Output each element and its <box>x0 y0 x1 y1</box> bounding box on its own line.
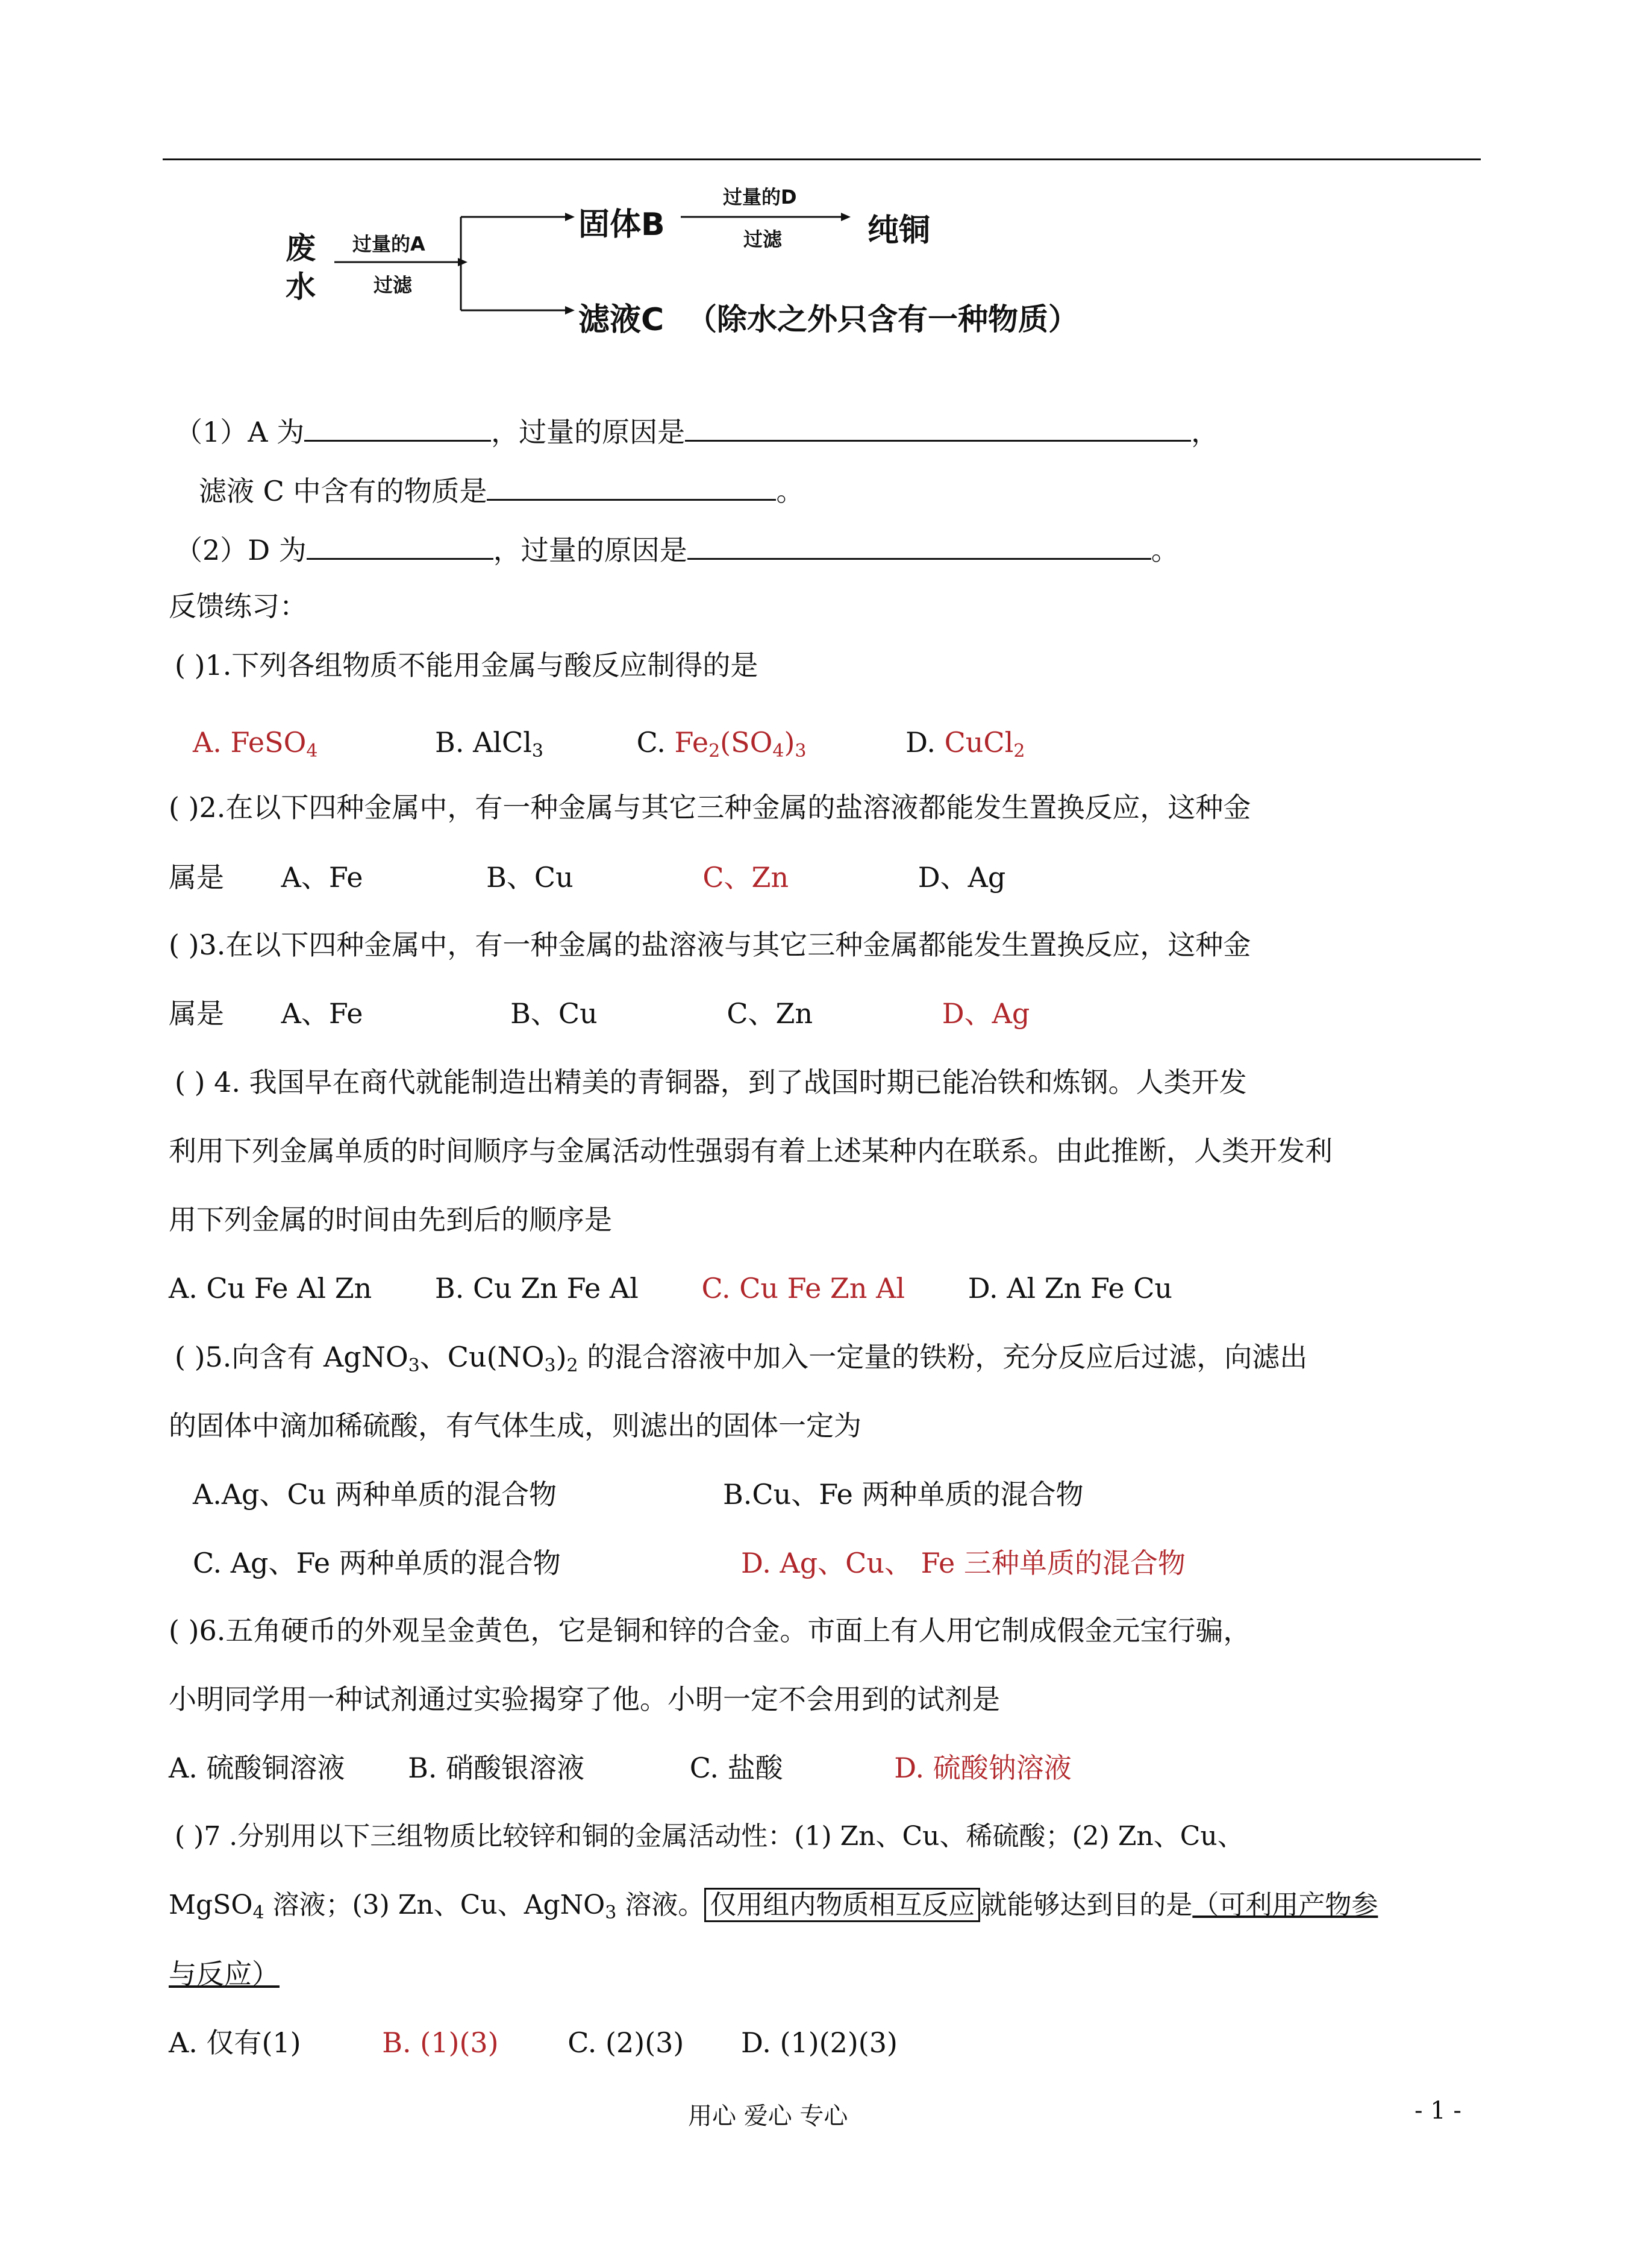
p4-option-b[interactable]: B. Cu Zn Fe Al <box>434 1272 639 1305</box>
p1-option-c-prefix: C. <box>636 726 675 759</box>
p2-option-d[interactable]: D、Ag <box>918 861 1006 894</box>
p1-option-c-sub1: 2 <box>708 741 721 762</box>
header-rule <box>163 158 1481 160</box>
p5-l1-c: ) <box>555 1341 567 1373</box>
question-2-line <box>175 527 1179 568</box>
p7-option-c[interactable]: C. (2)(3) <box>567 2026 684 2059</box>
q1-filtrate-label: 滤液 C 中含有的物质是 <box>199 475 487 507</box>
p3-stem: ( )3.在以下四种金属中，有一种金属的盐溶液与其它三种金属都能发生置换反应，这种金 <box>169 929 1251 961</box>
solid-b-label: 固体B <box>578 207 665 243</box>
p5-option-b[interactable]: B.Cu、Fe 两种单质的混合物 <box>723 1478 1084 1511</box>
p3-option-a[interactable]: A、Fe <box>281 997 363 1030</box>
p4-option-d[interactable]: D. Al Zn Fe Cu <box>968 1272 1173 1305</box>
p5-l1-sub3: 2 <box>566 1355 578 1376</box>
p5-option-d[interactable]: D. Ag、Cu、 Fe 三种单质的混合物 <box>741 1547 1186 1579</box>
q2-period: 。 <box>1151 534 1179 566</box>
q1-reason-label: ，过量的原因是 <box>491 416 686 448</box>
p6-option-d[interactable]: D. 硫酸钠溶液 <box>894 1752 1072 1784</box>
q1-a-label: （1）A 为 <box>175 416 305 448</box>
p7-l2-c: 溶液。 <box>616 1890 705 1920</box>
p1-option-a[interactable] <box>193 726 318 762</box>
q1-period: 。 <box>776 475 804 507</box>
p3-lead: 属是 <box>169 997 224 1030</box>
p5-line-1 <box>175 1339 1307 1384</box>
q2-d-blank[interactable] <box>307 527 493 560</box>
p7-options <box>169 2025 898 2061</box>
p6-option-c[interactable]: C. 盐酸 <box>689 1752 783 1784</box>
p7-l2-d: 就能够达到目的是 <box>980 1890 1193 1920</box>
p3-option-c[interactable]: C、Zn <box>727 997 813 1030</box>
arrow2-bottom-label: 过滤 <box>743 228 783 251</box>
arrow1-top-label: 过量的A <box>352 233 425 255</box>
p2-option-c[interactable]: C、Zn <box>702 861 789 894</box>
q1-a-blank[interactable] <box>304 409 491 442</box>
p6-line-1: ( )6.五角硬币的外观呈金黄色，它是铜和锌的合金。市面上有人用它制成假金元宝行骗， <box>169 1614 1251 1647</box>
q2-d-label: （2）D 为 <box>175 534 307 566</box>
p7-l2-a: MgSO <box>169 1890 253 1920</box>
p5-line-2: 的固体中滴加稀硫酸，有气体生成，则滤出的固体一定为 <box>169 1409 861 1442</box>
page-number: - 1 - <box>1415 2097 1461 2125</box>
p4-option-c[interactable]: C. Cu Fe Zn Al <box>701 1272 905 1305</box>
p1-option-c[interactable] <box>636 726 807 762</box>
p4-line-1: ( ) 4. 我国早在商代就能制造出精美的青铜器，到了战国时期已能冶铁和炼钢。人类开发 <box>175 1066 1247 1098</box>
p1-option-b-text: B. AlCl <box>435 726 532 759</box>
p7-option-b[interactable]: B. (1)(3) <box>382 2026 499 2059</box>
p4-option-a[interactable]: A. Cu Fe Al Zn <box>169 1272 372 1305</box>
q1-comma: ， <box>1191 416 1219 448</box>
p1-option-c-sub2: 4 <box>772 741 784 762</box>
q2-reason-blank[interactable] <box>687 527 1151 560</box>
p1-option-d-text: CuCl <box>944 726 1014 759</box>
p6-line-2: 小明同学用一种试剂通过实验揭穿了他。小明一定不会用到的试剂是 <box>169 1683 1000 1715</box>
p7-option-d[interactable]: D. (1)(2)(3) <box>741 2026 898 2059</box>
p1-option-a-text: A. FeSO <box>193 726 307 759</box>
p1-option-b[interactable] <box>435 726 544 762</box>
p2-lead: 属是 <box>169 861 224 894</box>
p7-line-2 <box>169 1887 1378 1931</box>
p5-l1-sub2: 3 <box>544 1355 556 1376</box>
p6-option-b[interactable]: B. 硝酸银溶液 <box>408 1752 585 1784</box>
p5-option-c[interactable]: C. Ag、Fe 两种单质的混合物 <box>193 1547 561 1579</box>
p7-underlined-note: （可利用产物参 <box>1192 1890 1378 1920</box>
feedback-title: 反馈练习： <box>169 590 307 622</box>
p7-option-a[interactable]: A. 仅有(1) <box>169 2026 301 2059</box>
q1-filtrate-blank[interactable] <box>487 468 776 501</box>
filtrate-c-label: 滤液C <box>578 302 664 338</box>
question-1-line <box>175 409 1219 450</box>
p5-option-a[interactable]: A.Ag、Cu 两种单质的混合物 <box>193 1478 557 1511</box>
p5-l1-sub1: 3 <box>408 1355 420 1376</box>
arrow2-top-label: 过量的D <box>723 186 797 208</box>
question-1-filtrate-line <box>199 468 804 509</box>
pure-copper-label: 纯铜 <box>868 213 931 249</box>
p1-option-d-prefix: D. <box>905 726 945 759</box>
arrow1-bottom-label: 过滤 <box>374 274 413 296</box>
p7-boxed-phrase: 仅用组内物质相互反应 <box>704 1888 980 1922</box>
p5-l1-a: ( )5.向含有 AgNO <box>175 1341 408 1373</box>
waste-water-label-1: 废 <box>286 231 316 266</box>
q2-reason-label: ，过量的原因是 <box>493 534 687 566</box>
p1-options <box>193 724 1025 769</box>
p1-option-d[interactable] <box>905 726 1025 762</box>
p1-option-c-sub3: 3 <box>795 741 807 762</box>
p5-l1-b: 、Cu(NO <box>419 1341 545 1373</box>
p7-l2-b: 溶液；(3) Zn、Cu、AgNO <box>264 1890 605 1920</box>
p1-option-c-text3: ) <box>784 726 795 759</box>
p3-options <box>169 995 1030 1032</box>
p1-option-c-text2: (SO <box>720 726 773 759</box>
p1-stem: ( )1.下列各组物质不能用金属与酸反应制得的是 <box>175 649 758 681</box>
p7-l2-sub2: 3 <box>605 1902 617 1923</box>
p6-options <box>169 1750 1072 1786</box>
p4-options <box>169 1270 1172 1306</box>
q1-reason-blank[interactable] <box>685 409 1191 442</box>
p2-option-a[interactable]: A、Fe <box>281 861 363 894</box>
p2-option-b[interactable]: B、Cu <box>486 861 574 894</box>
p4-line-3: 用下列金属的时间由先到后的顺序是 <box>169 1203 612 1236</box>
p1-option-d-sub: 2 <box>1013 741 1025 762</box>
p7-l2-sub1: 4 <box>252 1902 264 1923</box>
p1-option-b-sub: 3 <box>531 741 544 762</box>
p7-line-3: 与反应） <box>169 1958 280 1990</box>
footer-motto: 用心 爱心 专心 <box>688 2102 848 2130</box>
p7-line-1: ( )7 .分别用以下三组物质比较锌和铜的金属活动性：(1) Zn、Cu、稀硫酸；(2) Zn、Cu、 <box>175 1821 1244 1852</box>
filtrate-note: （除水之外只含有一种物质） <box>687 302 1078 337</box>
p2-stem: ( )2.在以下四种金属中，有一种金属与其它三种金属的盐溶液都能发生置换反应，这种金 <box>169 791 1251 824</box>
p1-option-a-sub: 4 <box>306 741 318 762</box>
p3-option-d[interactable]: D、Ag <box>942 997 1030 1030</box>
p5-l1-d: 的混合溶液中加入一定量的铁粉，充分反应后过滤，向滤出 <box>578 1341 1308 1373</box>
waste-water-label-2: 水 <box>286 269 316 304</box>
p1-option-c-text1: Fe <box>674 726 709 759</box>
p3-option-b[interactable]: B、Cu <box>510 997 598 1030</box>
p6-option-a[interactable]: A. 硫酸铜溶液 <box>169 1752 345 1784</box>
p4-line-2: 利用下列金属单质的时间顺序与金属活动性强弱有着上述某种内在联系。由此推断，人类开发利 <box>169 1135 1333 1167</box>
p2-options <box>169 859 1005 895</box>
